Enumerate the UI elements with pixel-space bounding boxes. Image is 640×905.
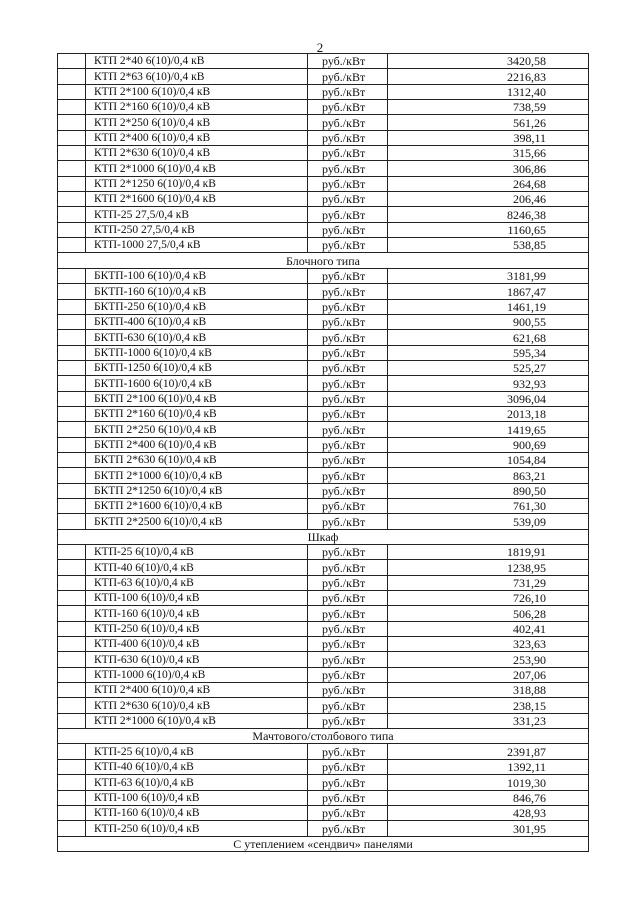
price-value-cell: 323,63 [388, 637, 589, 652]
table-row [58, 437, 589, 452]
price-value-cell: 253,90 [388, 652, 589, 667]
item-name-cell: КТП-25 6(10)/0,4 кВ [86, 744, 308, 759]
section-header-row [58, 836, 589, 851]
index-cell [58, 606, 86, 621]
item-name-cell: КТП 2*1000 6(10)/0,4 кВ [86, 713, 308, 728]
section-title: Блочного типа [58, 253, 589, 268]
table-row [58, 238, 589, 253]
index-cell [58, 652, 86, 667]
table-row [58, 759, 589, 774]
price-value-cell: 8246,38 [388, 207, 589, 222]
price-value-cell: 306,86 [388, 161, 589, 176]
price-value-cell: 900,69 [388, 437, 589, 452]
item-name-cell: БКТП-400 6(10)/0,4 кВ [86, 314, 308, 329]
table-row [58, 790, 589, 805]
index-cell [58, 406, 86, 421]
unit-cell: руб./кВт [308, 805, 388, 820]
price-value-cell: 3420,58 [388, 54, 589, 69]
index-cell [58, 54, 86, 69]
price-value-cell: 539,09 [388, 514, 589, 529]
item-name-cell: БКТП-1600 6(10)/0,4 кВ [86, 376, 308, 391]
item-name-cell: БКТП-250 6(10)/0,4 кВ [86, 299, 308, 314]
item-name-cell: КТП 2*630 6(10)/0,4 кВ [86, 146, 308, 161]
item-name-cell: КТП-25 6(10)/0,4 кВ [86, 545, 308, 560]
item-name-cell: КТП-1000 6(10)/0,4 кВ [86, 667, 308, 682]
unit-cell: руб./кВт [308, 345, 388, 360]
item-name-cell: КТП-250 27,5/0,4 кВ [86, 222, 308, 237]
price-value-cell: 206,46 [388, 192, 589, 207]
price-value-cell: 738,59 [388, 100, 589, 115]
price-value-cell: 1238,95 [388, 560, 589, 575]
table-row [58, 452, 589, 467]
unit-cell: руб./кВт [308, 498, 388, 513]
unit-cell: руб./кВт [308, 146, 388, 161]
item-name-cell: КТП-250 6(10)/0,4 кВ [86, 621, 308, 636]
item-name-cell: КТП-100 6(10)/0,4 кВ [86, 591, 308, 606]
unit-cell: руб./кВт [308, 821, 388, 836]
index-cell [58, 437, 86, 452]
table-row [58, 345, 589, 360]
unit-cell: руб./кВт [308, 698, 388, 713]
table-row [58, 637, 589, 652]
price-value-cell: 726,10 [388, 591, 589, 606]
price-value-cell: 2216,83 [388, 69, 589, 84]
index-cell [58, 498, 86, 513]
index-cell [58, 376, 86, 391]
unit-cell: руб./кВт [308, 161, 388, 176]
table-row [58, 498, 589, 513]
unit-cell: руб./кВт [308, 222, 388, 237]
price-value-cell: 238,15 [388, 698, 589, 713]
unit-cell: руб./кВт [308, 284, 388, 299]
table-row [58, 514, 589, 529]
unit-cell: руб./кВт [308, 84, 388, 99]
table-row [58, 207, 589, 222]
index-cell [58, 345, 86, 360]
price-value-cell: 318,88 [388, 683, 589, 698]
unit-cell: руб./кВт [308, 391, 388, 406]
index-cell [58, 805, 86, 820]
price-value-cell: 932,93 [388, 376, 589, 391]
unit-cell: руб./кВт [308, 606, 388, 621]
table-row [58, 406, 589, 421]
table-row [58, 284, 589, 299]
price-value-cell: 264,68 [388, 176, 589, 191]
price-table [57, 53, 589, 852]
unit-cell: руб./кВт [308, 759, 388, 774]
price-value-cell: 1312,40 [388, 84, 589, 99]
item-name-cell: БКТП 2*400 6(10)/0,4 кВ [86, 437, 308, 452]
index-cell [58, 514, 86, 529]
price-value-cell: 525,27 [388, 360, 589, 375]
price-value-cell: 1461,19 [388, 299, 589, 314]
table-row [58, 130, 589, 145]
item-name-cell: КТП-630 6(10)/0,4 кВ [86, 652, 308, 667]
table-row [58, 376, 589, 391]
unit-cell: руб./кВт [308, 238, 388, 253]
price-value-cell: 846,76 [388, 790, 589, 805]
unit-cell: руб./кВт [308, 667, 388, 682]
price-value-cell: 506,28 [388, 606, 589, 621]
table-row [58, 698, 589, 713]
table-row [58, 468, 589, 483]
table-row [58, 667, 589, 682]
index-cell [58, 222, 86, 237]
price-value-cell: 331,23 [388, 713, 589, 728]
item-name-cell: КТП-100 6(10)/0,4 кВ [86, 790, 308, 805]
item-name-cell: КТП-400 6(10)/0,4 кВ [86, 637, 308, 652]
item-name-cell: КТП 2*160 6(10)/0,4 кВ [86, 100, 308, 115]
item-name-cell: БКТП 2*1600 6(10)/0,4 кВ [86, 498, 308, 513]
item-name-cell: БКТП-1000 6(10)/0,4 кВ [86, 345, 308, 360]
unit-cell: руб./кВт [308, 376, 388, 391]
item-name-cell: КТП-63 6(10)/0,4 кВ [86, 575, 308, 590]
table-row [58, 314, 589, 329]
table-row [58, 161, 589, 176]
item-name-cell: КТП 2*1250 6(10)/0,4 кВ [86, 176, 308, 191]
index-cell [58, 69, 86, 84]
item-name-cell: БКТП-1250 6(10)/0,4 кВ [86, 360, 308, 375]
item-name-cell: БКТП 2*630 6(10)/0,4 кВ [86, 452, 308, 467]
table-row [58, 330, 589, 345]
index-cell [58, 268, 86, 283]
price-value-cell: 890,50 [388, 483, 589, 498]
unit-cell: руб./кВт [308, 406, 388, 421]
price-value-cell: 398,11 [388, 130, 589, 145]
table-row [58, 222, 589, 237]
price-value-cell: 301,95 [388, 821, 589, 836]
unit-cell: руб./кВт [308, 299, 388, 314]
index-cell [58, 698, 86, 713]
price-value-cell: 1819,91 [388, 545, 589, 560]
table-row [58, 69, 589, 84]
price-value-cell: 538,85 [388, 238, 589, 253]
section-title: Шкаф [58, 529, 589, 544]
unit-cell: руб./кВт [308, 575, 388, 590]
item-name-cell: КТП-40 6(10)/0,4 кВ [86, 759, 308, 774]
index-cell [58, 146, 86, 161]
price-value-cell: 315,66 [388, 146, 589, 161]
section-title: С утеплением «сендвич» панелями [58, 836, 589, 851]
unit-cell: руб./кВт [308, 192, 388, 207]
price-value-cell: 1019,30 [388, 775, 589, 790]
index-cell [58, 452, 86, 467]
table-row [58, 575, 589, 590]
item-name-cell: КТП 2*63 6(10)/0,4 кВ [86, 69, 308, 84]
index-cell [58, 683, 86, 698]
table-row [58, 146, 589, 161]
index-cell [58, 759, 86, 774]
index-cell [58, 744, 86, 759]
item-name-cell: КТП 2*1000 6(10)/0,4 кВ [86, 161, 308, 176]
item-name-cell: КТП 2*400 6(10)/0,4 кВ [86, 130, 308, 145]
item-name-cell: КТП-40 6(10)/0,4 кВ [86, 560, 308, 575]
item-name-cell: КТП-63 6(10)/0,4 кВ [86, 775, 308, 790]
item-name-cell: БКТП 2*160 6(10)/0,4 кВ [86, 406, 308, 421]
index-cell [58, 545, 86, 560]
unit-cell: руб./кВт [308, 652, 388, 667]
table-row [58, 545, 589, 560]
unit-cell: руб./кВт [308, 314, 388, 329]
price-value-cell: 3096,04 [388, 391, 589, 406]
item-name-cell: КТП 2*250 6(10)/0,4 кВ [86, 115, 308, 130]
item-name-cell: БКТП 2*1250 6(10)/0,4 кВ [86, 483, 308, 498]
item-name-cell: КТП 2*630 6(10)/0,4 кВ [86, 698, 308, 713]
index-cell [58, 314, 86, 329]
item-name-cell: БКТП-100 6(10)/0,4 кВ [86, 268, 308, 283]
index-cell [58, 621, 86, 636]
price-table-body [58, 54, 589, 852]
table-row [58, 176, 589, 191]
table-row [58, 299, 589, 314]
table-row [58, 744, 589, 759]
unit-cell: руб./кВт [308, 483, 388, 498]
index-cell [58, 115, 86, 130]
index-cell [58, 637, 86, 652]
unit-cell: руб./кВт [308, 268, 388, 283]
index-cell [58, 299, 86, 314]
table-row [58, 591, 589, 606]
index-cell [58, 422, 86, 437]
table-row [58, 360, 589, 375]
index-cell [58, 713, 86, 728]
unit-cell: руб./кВт [308, 683, 388, 698]
index-cell [58, 821, 86, 836]
price-value-cell: 402,41 [388, 621, 589, 636]
index-cell [58, 483, 86, 498]
index-cell [58, 176, 86, 191]
price-value-cell: 595,34 [388, 345, 589, 360]
index-cell [58, 360, 86, 375]
index-cell [58, 667, 86, 682]
unit-cell: руб./кВт [308, 713, 388, 728]
price-value-cell: 3181,99 [388, 268, 589, 283]
section-title: Мачтового/столбового типа [58, 729, 589, 744]
index-cell [58, 207, 86, 222]
section-header-row [58, 253, 589, 268]
unit-cell: руб./кВт [308, 744, 388, 759]
item-name-cell: БКТП 2*1000 6(10)/0,4 кВ [86, 468, 308, 483]
unit-cell: руб./кВт [308, 176, 388, 191]
index-cell [58, 130, 86, 145]
item-name-cell: БКТП 2*2500 6(10)/0,4 кВ [86, 514, 308, 529]
unit-cell: руб./кВт [308, 591, 388, 606]
unit-cell: руб./кВт [308, 545, 388, 560]
price-value-cell: 1419,65 [388, 422, 589, 437]
unit-cell: руб./кВт [308, 775, 388, 790]
table-row [58, 606, 589, 621]
index-cell [58, 391, 86, 406]
price-value-cell: 1160,65 [388, 222, 589, 237]
price-value-cell: 731,29 [388, 575, 589, 590]
price-value-cell: 863,21 [388, 468, 589, 483]
unit-cell: руб./кВт [308, 637, 388, 652]
table-row [58, 805, 589, 820]
table-row [58, 821, 589, 836]
price-value-cell: 2391,87 [388, 744, 589, 759]
index-cell [58, 84, 86, 99]
index-cell [58, 790, 86, 805]
index-cell [58, 560, 86, 575]
price-value-cell: 561,26 [388, 115, 589, 130]
unit-cell: руб./кВт [308, 130, 388, 145]
item-name-cell: КТП 2*1600 6(10)/0,4 кВ [86, 192, 308, 207]
unit-cell: руб./кВт [308, 422, 388, 437]
price-value-cell: 761,30 [388, 498, 589, 513]
unit-cell: руб./кВт [308, 54, 388, 69]
item-name-cell: КТП-160 6(10)/0,4 кВ [86, 805, 308, 820]
table-row [58, 268, 589, 283]
unit-cell: руб./кВт [308, 330, 388, 345]
index-cell [58, 330, 86, 345]
index-cell [58, 284, 86, 299]
table-row [58, 560, 589, 575]
index-cell [58, 575, 86, 590]
item-name-cell: КТП-25 27,5/0,4 кВ [86, 207, 308, 222]
item-name-cell: КТП-160 6(10)/0,4 кВ [86, 606, 308, 621]
table-row [58, 115, 589, 130]
section-header-row [58, 529, 589, 544]
table-row [58, 621, 589, 636]
index-cell [58, 238, 86, 253]
table-row [58, 391, 589, 406]
price-value-cell: 1867,47 [388, 284, 589, 299]
price-value-cell: 1392,11 [388, 759, 589, 774]
section-header-row [58, 729, 589, 744]
table-row [58, 652, 589, 667]
index-cell [58, 468, 86, 483]
table-row [58, 54, 589, 69]
index-cell [58, 161, 86, 176]
item-name-cell: БКТП 2*100 6(10)/0,4 кВ [86, 391, 308, 406]
item-name-cell: БКТП 2*250 6(10)/0,4 кВ [86, 422, 308, 437]
unit-cell: руб./кВт [308, 790, 388, 805]
price-value-cell: 428,93 [388, 805, 589, 820]
unit-cell: руб./кВт [308, 100, 388, 115]
index-cell [58, 775, 86, 790]
item-name-cell: БКТП-630 6(10)/0,4 кВ [86, 330, 308, 345]
unit-cell: руб./кВт [308, 69, 388, 84]
item-name-cell: КТП 2*40 6(10)/0,4 кВ [86, 54, 308, 69]
price-value-cell: 2013,18 [388, 406, 589, 421]
page-number: 2 [316, 40, 324, 55]
unit-cell: руб./кВт [308, 468, 388, 483]
unit-cell: руб./кВт [308, 560, 388, 575]
item-name-cell: КТП 2*100 6(10)/0,4 кВ [86, 84, 308, 99]
table-row [58, 483, 589, 498]
price-value-cell: 207,06 [388, 667, 589, 682]
table-row [58, 84, 589, 99]
table-row [58, 713, 589, 728]
unit-cell: руб./кВт [308, 621, 388, 636]
unit-cell: руб./кВт [308, 437, 388, 452]
table-row [58, 775, 589, 790]
item-name-cell: КТП-250 6(10)/0,4 кВ [86, 821, 308, 836]
table-row [58, 683, 589, 698]
price-value-cell: 900,55 [388, 314, 589, 329]
item-name-cell: КТП 2*400 6(10)/0,4 кВ [86, 683, 308, 698]
index-cell [58, 591, 86, 606]
unit-cell: руб./кВт [308, 360, 388, 375]
unit-cell: руб./кВт [308, 207, 388, 222]
table-row [58, 192, 589, 207]
price-value-cell: 1054,84 [388, 452, 589, 467]
item-name-cell: БКТП-160 6(10)/0,4 кВ [86, 284, 308, 299]
unit-cell: руб./кВт [308, 514, 388, 529]
price-value-cell: 621,68 [388, 330, 589, 345]
item-name-cell: КТП-1000 27,5/0,4 кВ [86, 238, 308, 253]
index-cell [58, 100, 86, 115]
unit-cell: руб./кВт [308, 115, 388, 130]
table-row [58, 422, 589, 437]
index-cell [58, 192, 86, 207]
table-row [58, 100, 589, 115]
unit-cell: руб./кВт [308, 452, 388, 467]
